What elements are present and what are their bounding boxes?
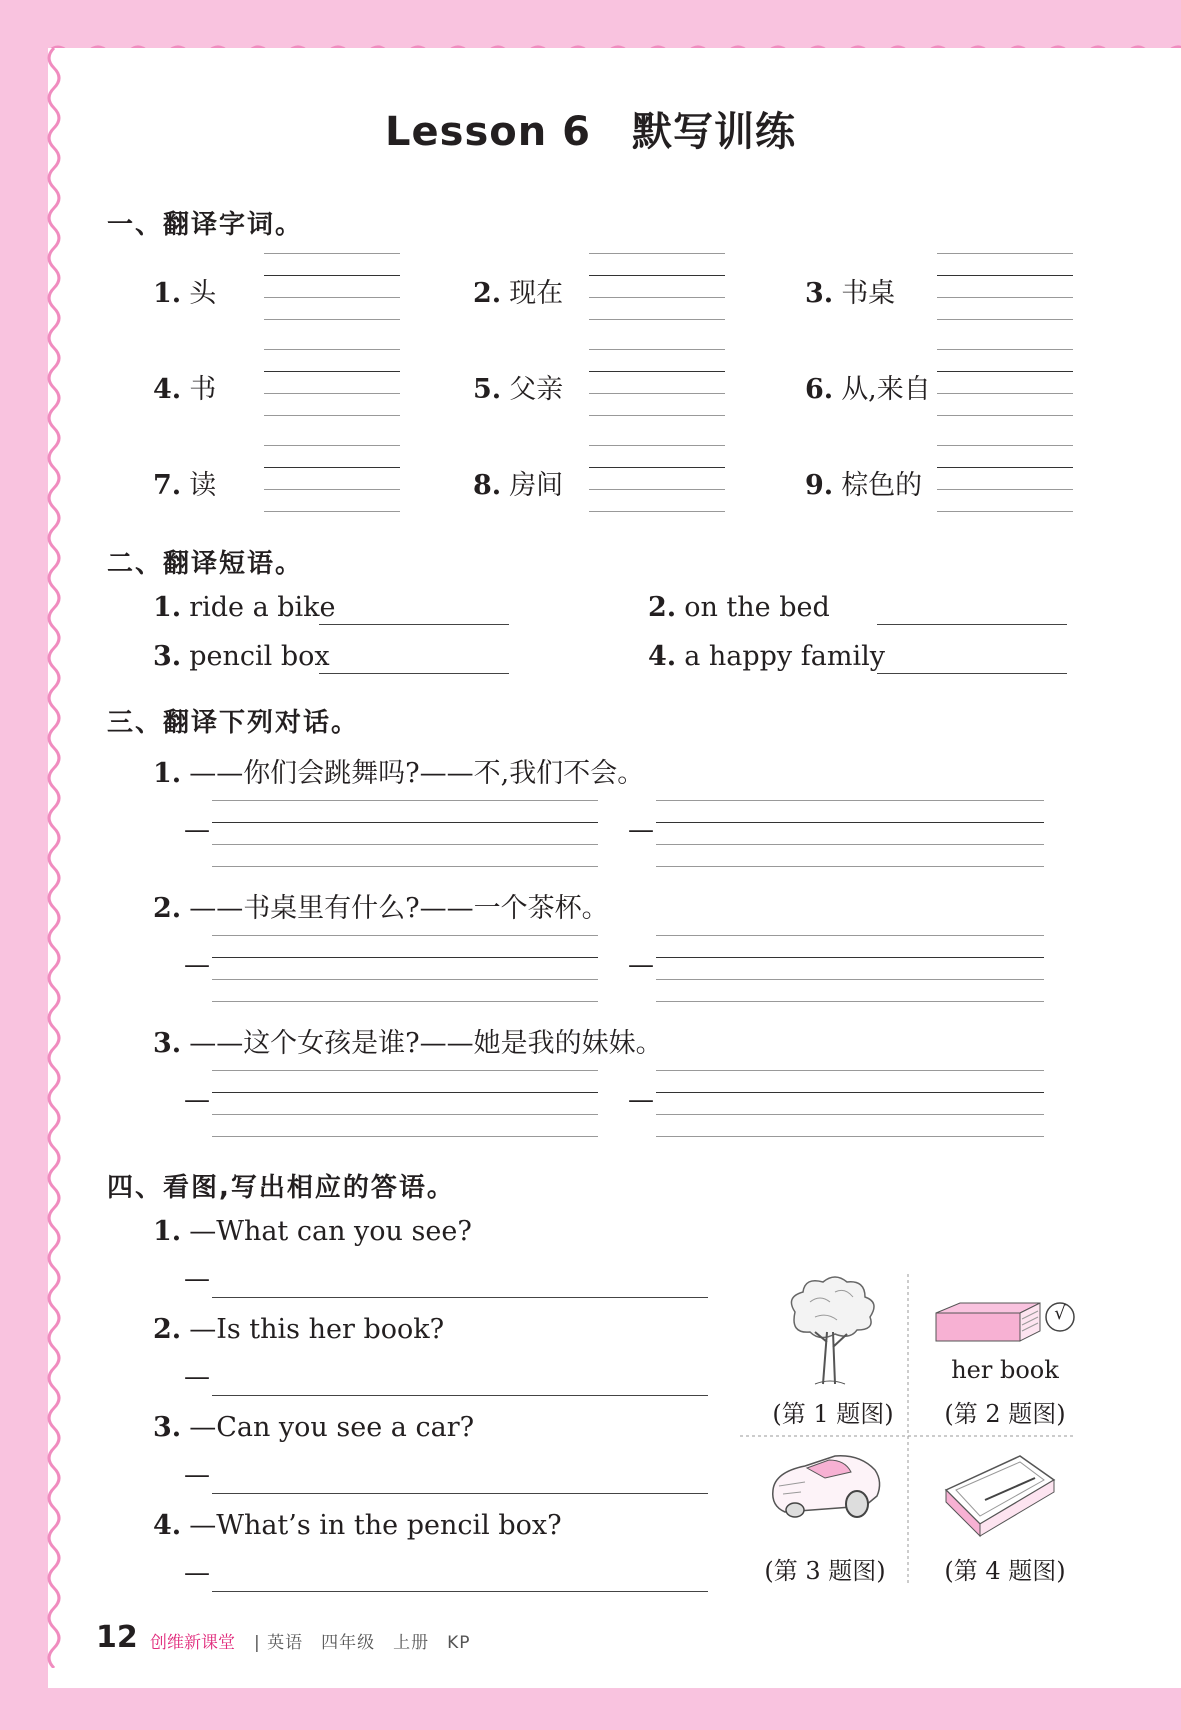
item-number: 4. bbox=[153, 374, 182, 405]
dash-mark: — bbox=[184, 1264, 210, 1294]
writing-lines[interactable] bbox=[264, 253, 400, 341]
item-text: a happy family bbox=[684, 641, 885, 672]
item-text: 现在 bbox=[509, 278, 564, 309]
item-number: 1. bbox=[153, 758, 182, 789]
wavy-border-left bbox=[44, 48, 64, 1668]
item-number: 7. bbox=[153, 470, 182, 501]
dialogue-lines[interactable] bbox=[656, 800, 1044, 888]
s1-item-5 bbox=[473, 367, 563, 406]
item-text: —What can you see? bbox=[189, 1216, 472, 1247]
s1-item-9 bbox=[805, 463, 922, 502]
s2-item-1 bbox=[153, 592, 336, 623]
writing-lines[interactable] bbox=[264, 445, 400, 533]
s3-item-2 bbox=[153, 886, 609, 925]
s1-item-1 bbox=[153, 271, 216, 310]
answer-line[interactable] bbox=[212, 1395, 708, 1396]
dialogue-lines[interactable] bbox=[656, 1070, 1044, 1158]
item-text: on the bed bbox=[684, 592, 830, 623]
item-text: 棕色的 bbox=[841, 470, 923, 501]
section4-heading: 四、看图,写出相应的答语。 bbox=[107, 1173, 455, 1203]
item-number: 3. bbox=[153, 1412, 182, 1443]
dialogue-lines[interactable] bbox=[212, 935, 598, 1023]
dash-mark: — bbox=[184, 1085, 210, 1115]
figure-2-label: her book bbox=[951, 1356, 1059, 1384]
dialogue-lines[interactable] bbox=[212, 800, 598, 888]
s1-item-7 bbox=[153, 463, 216, 502]
s1-item-3 bbox=[805, 271, 895, 310]
s2-item-4 bbox=[648, 641, 885, 672]
item-text: 从,来自 bbox=[841, 374, 931, 405]
item-text: ——你们会跳舞吗?——不,我们不会。 bbox=[189, 758, 645, 789]
s1-item-6 bbox=[805, 367, 931, 406]
item-number: 2. bbox=[153, 1314, 182, 1345]
dialogue-lines[interactable] bbox=[656, 935, 1044, 1023]
answer-line[interactable] bbox=[877, 624, 1067, 625]
s4-item-2 bbox=[153, 1314, 444, 1345]
s1-item-2 bbox=[473, 271, 563, 310]
item-text: 书桌 bbox=[841, 278, 896, 309]
dash-mark: — bbox=[628, 815, 654, 845]
item-number: 4. bbox=[153, 1510, 182, 1541]
item-text: —What’s in the pencil box? bbox=[189, 1510, 562, 1541]
dash-mark: — bbox=[628, 1085, 654, 1115]
section2-heading: 二、翻译短语。 bbox=[107, 549, 304, 579]
answer-line[interactable] bbox=[319, 673, 509, 674]
figure-2-caption: (第 2 题图) bbox=[944, 1400, 1066, 1428]
dash-mark: — bbox=[184, 1558, 210, 1588]
writing-lines[interactable] bbox=[937, 349, 1073, 437]
item-number: 2. bbox=[153, 893, 182, 924]
figure-3-caption: (第 3 题图) bbox=[764, 1557, 886, 1585]
s1-item-8 bbox=[473, 463, 563, 502]
dash-mark: — bbox=[184, 950, 210, 980]
item-number: 3. bbox=[805, 278, 834, 309]
dash-mark: — bbox=[628, 950, 654, 980]
page-title: Lesson 6 默写训练 bbox=[385, 109, 796, 155]
item-text: ——这个女孩是谁?——她是我的妹妹。 bbox=[189, 1028, 663, 1059]
item-text: —Can you see a car? bbox=[189, 1412, 475, 1443]
item-text: pencil box bbox=[189, 641, 330, 672]
check-mark: √ bbox=[1054, 1303, 1066, 1324]
item-text: 父亲 bbox=[509, 374, 564, 405]
writing-lines[interactable] bbox=[264, 349, 400, 437]
answer-line[interactable] bbox=[319, 624, 509, 625]
s4-item-4 bbox=[153, 1510, 562, 1541]
car-icon bbox=[765, 1450, 885, 1530]
item-text: ride a bike bbox=[189, 592, 336, 623]
section1-heading: 一、翻译字词。 bbox=[107, 210, 304, 240]
item-text: 头 bbox=[189, 278, 217, 309]
s3-item-1 bbox=[153, 751, 644, 790]
item-text: —Is this her book? bbox=[189, 1314, 445, 1345]
item-number: 4. bbox=[648, 641, 677, 672]
answer-line[interactable] bbox=[212, 1493, 708, 1494]
figure-1-caption: (第 1 题图) bbox=[772, 1400, 894, 1428]
pencil-box-icon bbox=[940, 1450, 1060, 1540]
item-text: ——书桌里有什么?——一个茶杯。 bbox=[189, 893, 609, 924]
writing-lines[interactable] bbox=[937, 445, 1073, 533]
dash-mark: — bbox=[184, 1362, 210, 1392]
item-number: 3. bbox=[153, 1028, 182, 1059]
section3-heading: 三、翻译下列对话。 bbox=[107, 708, 360, 738]
item-number: 2. bbox=[473, 278, 502, 309]
s2-item-3 bbox=[153, 641, 330, 672]
tree-icon bbox=[775, 1272, 885, 1387]
figure-4-caption: (第 4 题图) bbox=[944, 1557, 1066, 1585]
item-number: 2. bbox=[648, 592, 677, 623]
item-text: 房间 bbox=[509, 470, 564, 501]
s4-item-3 bbox=[153, 1412, 474, 1443]
item-text: 书 bbox=[189, 374, 217, 405]
answer-line[interactable] bbox=[212, 1591, 708, 1592]
answer-line[interactable] bbox=[212, 1297, 708, 1298]
dash-mark: — bbox=[184, 815, 210, 845]
writing-lines[interactable] bbox=[589, 253, 725, 341]
s3-item-3 bbox=[153, 1021, 663, 1060]
dialogue-lines[interactable] bbox=[212, 1070, 598, 1158]
s4-item-1 bbox=[153, 1216, 472, 1247]
book-meta: | 英语 四年级 上册 KP bbox=[254, 1633, 471, 1653]
answer-line[interactable] bbox=[877, 673, 1067, 674]
page-number: 12 bbox=[96, 1620, 138, 1655]
item-number: 1. bbox=[153, 1216, 182, 1247]
item-number: 6. bbox=[805, 374, 834, 405]
writing-lines[interactable] bbox=[589, 445, 725, 533]
writing-lines[interactable] bbox=[589, 349, 725, 437]
item-number: 1. bbox=[153, 592, 182, 623]
s1-item-4 bbox=[153, 367, 216, 406]
item-number: 5. bbox=[473, 374, 502, 405]
item-text: 读 bbox=[189, 470, 217, 501]
item-number: 3. bbox=[153, 641, 182, 672]
writing-lines[interactable] bbox=[937, 253, 1073, 341]
dash-mark: — bbox=[184, 1460, 210, 1490]
item-number: 1. bbox=[153, 278, 182, 309]
brand-name: 创维新课堂 bbox=[150, 1633, 235, 1653]
item-number: 8. bbox=[473, 470, 502, 501]
s2-item-2 bbox=[648, 592, 830, 623]
item-number: 9. bbox=[805, 470, 834, 501]
